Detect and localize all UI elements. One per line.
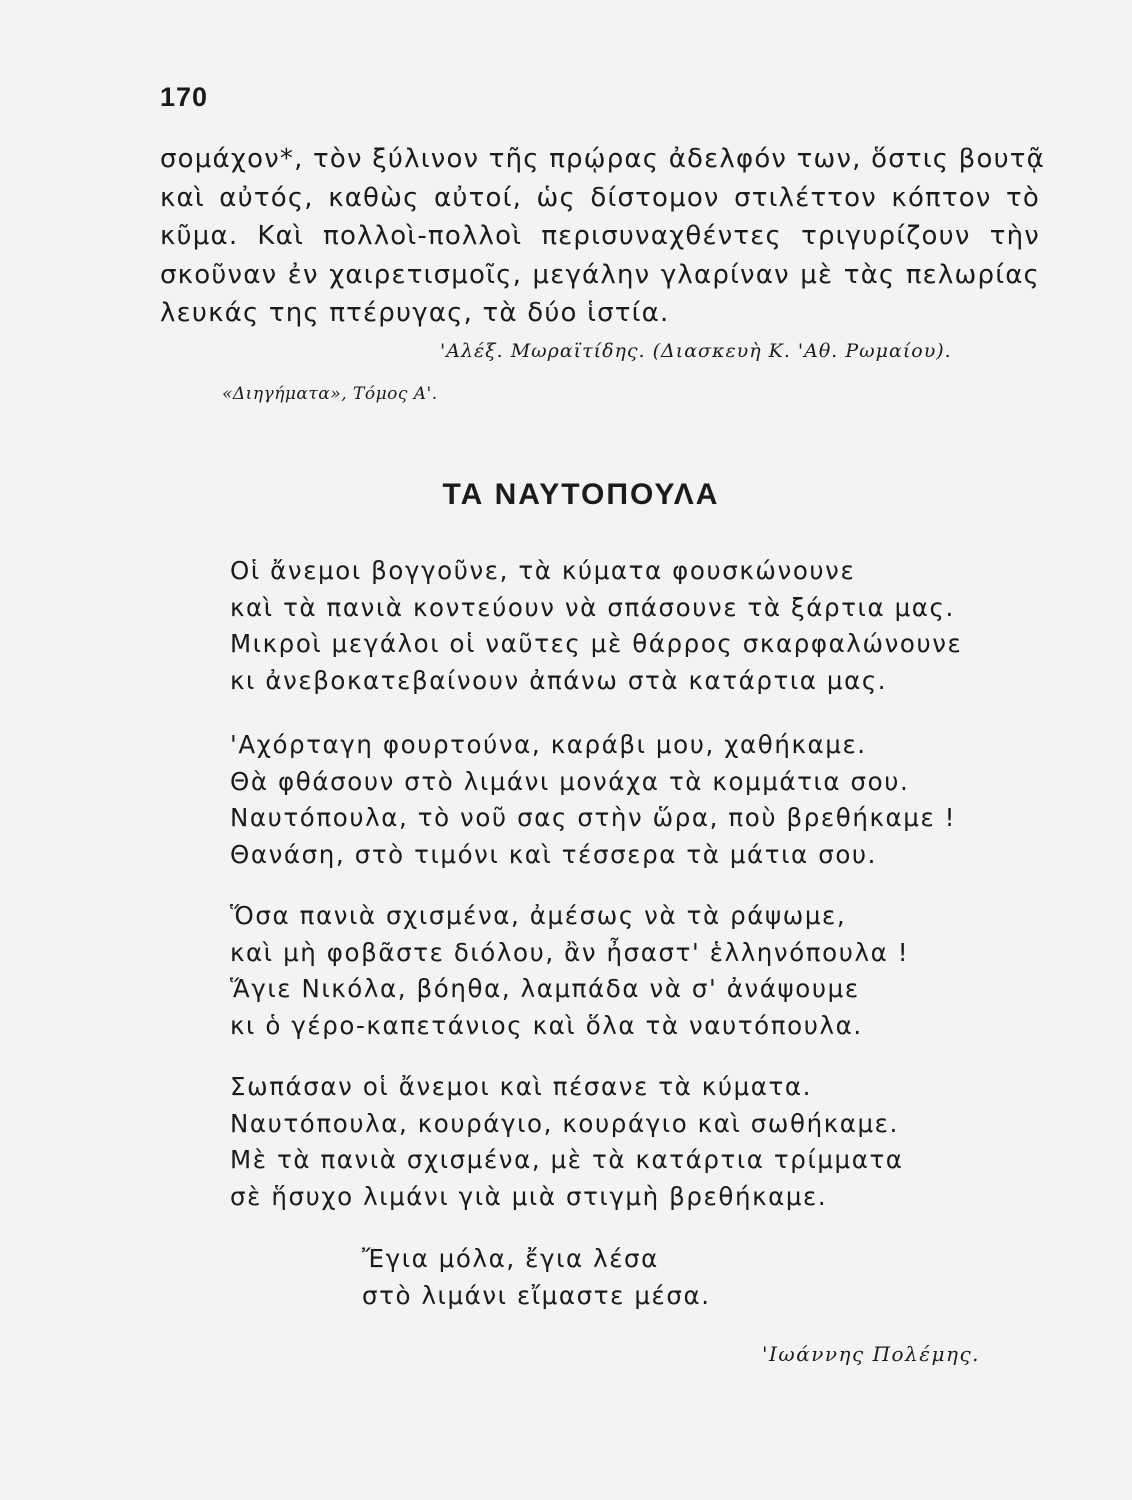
poem-stanza-1 [230,553,962,699]
page-number: 170 [160,82,209,112]
verse-line: στὸ λιμάνι εἴμαστε μέσα. [362,1280,711,1310]
poem-refrain [362,1241,711,1314]
prose-line: κῦμα. Καὶ πολλοὶ-πολλοὶ περισυναχθέντες τριγυρίζουν τὴν [160,221,1040,251]
verse-line: Ναυτόπουλα, κουράγιο, κουράγιο καὶ σωθήκαμε. [230,1108,899,1138]
poem-title: ΤΑ ΝΑΥΤΟΠΟΥΛΑ [442,478,720,511]
verse-line: Σωπάσαν οἱ ἄνεμοι καὶ πέσανε τὰ κύματα. [230,1072,813,1101]
poem-stanza-4 [230,1069,904,1215]
prose-source: «Διηγήματα», Τόμος Α'. [222,384,438,404]
verse-line: Θανάση, στὸ τιμόνι καὶ τέσσερα τὰ μάτια σου. [230,839,878,869]
poem-stanza-2 [230,727,956,873]
verse-line: 'Αχόρταγη φουρτούνα, καράβι μου, χαθήκαμε. [230,730,867,759]
prose-paragraph [160,140,1046,333]
verse-line: Ἔγια μόλα, ἔγια λέσα [362,1244,659,1273]
prose-line: σκοῦναν ἐν χαιρετισμοῖς, μεγάλην γλαρίναν μὲ τὰς πελωρίας [160,259,1040,290]
poem-stanza-3 [230,898,909,1044]
verse-line: Ὅσα πανιὰ σχισμένα, ἀμέσως νὰ τὰ ράψωμε, [230,901,847,930]
verse-line: Ἅγιε Νικόλα, βόηθα, λαμπάδα νὰ σ' ἀνάψουμε [230,974,860,1003]
verse-line: Ναυτόπουλα, τὸ νοῦ σας στὴν ὥρα, ποὺ βρεθήκαμε ! [230,803,957,832]
verse-line: κι ὁ γέρο-καπετάνιος καὶ ὅλα τὰ ναυτόπουλα. [230,1010,863,1040]
verse-line: σὲ ἥσυχο λιμάνι γιὰ μιὰ στιγμὴ βρεθήκαμε. [230,1181,828,1211]
poem-author-signature: 'Ιωάννης Πολέμης. [762,1342,980,1366]
verse-line: Μικροὶ μεγάλοι οἱ ναῦτες μὲ θάρρος σκαρφαλώνουνε [230,629,963,658]
prose-line: καὶ αὐτός, καθὼς αὐτοί, ὡς δίστομον στιλέττον κόπτον τὸ [160,182,1040,213]
verse-line: καὶ μὴ φοβᾶστε διόλου, ἂν ἦσαστ' ἑλληνόπουλα ! [230,937,910,967]
verse-line: Οἱ ἄνεμοι βογγοῦνε, τὰ κύματα φουσκώνουνε [230,556,856,585]
prose-author-credit: 'Αλέξ. Μωραϊτίδης. (Διασκευὴ Κ. 'Αθ. Ρωμαίου). [440,340,952,362]
prose-line: λευκάς της πτέρυγας, τὰ δύο ἱστία. [160,298,670,328]
verse-line: κι ἀνεβοκατεβαίνουν ἀπάνω στὰ κατάρτια μας. [230,665,888,695]
verse-line: Μὲ τὰ πανιὰ σχισμένα, μὲ τὰ κατάρτια τρίμματα [230,1145,904,1174]
verse-line: Θὰ φθάσουν στὸ λιμάνι μονάχα τὰ κομμάτια σου. [230,766,910,796]
verse-line: καὶ τὰ πανιὰ κοντεύουν νὰ σπάσουνε τὰ ξάρτια μας. [230,592,955,622]
prose-line: σομάχον*, τὸν ξύλινον τῆς πρῴρας ἀδελφόν των, ὅστις βουτᾷ [160,144,1046,174]
